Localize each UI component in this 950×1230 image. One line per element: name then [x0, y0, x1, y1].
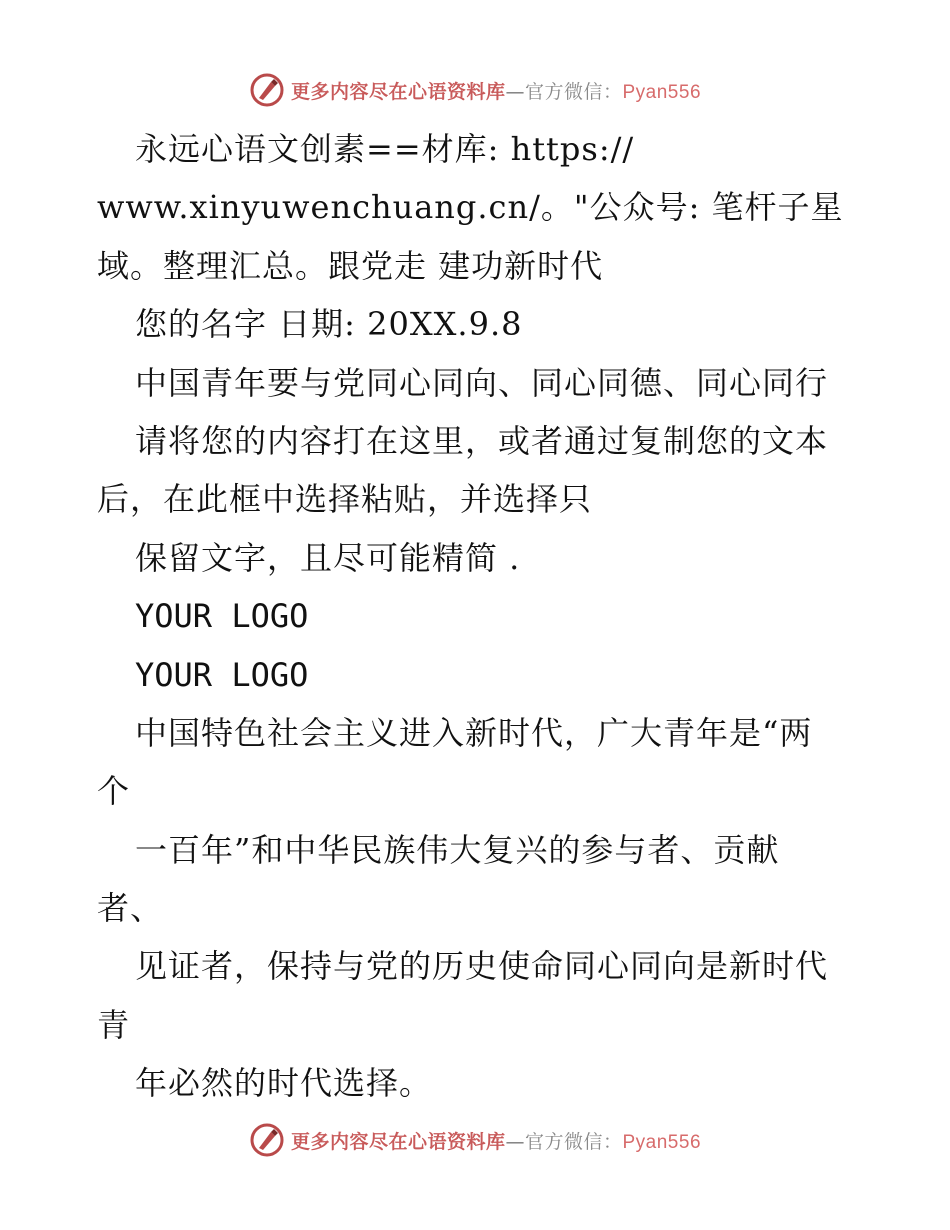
banner-separator: —	[505, 80, 525, 103]
text-line: 保留文字，且尽可能精简 .	[135, 538, 521, 577]
text-line: 年必然的时代选择。	[135, 1064, 433, 1103]
banner-main-text: 更多内容尽在心语资料库	[290, 1130, 506, 1153]
title-line: 中国青年要与党同心同向、同心同德、同心同行	[135, 363, 829, 402]
banner-wechat-id: Pyan556	[622, 81, 702, 103]
text-line: 域。整理汇总。跟党走 建功新时代	[97, 246, 604, 285]
logo-placeholder-text: YOUR LOGO	[135, 655, 309, 694]
pen-logo-icon	[249, 72, 285, 108]
text-line: 永远心语文创素==材库: https://	[135, 130, 635, 168]
text-line: 请将您的内容打在这里，或者通过复制您的文本	[135, 421, 829, 460]
header-banner	[0, 70, 950, 110]
banner-wechat-label: 官方微信：	[524, 1130, 623, 1153]
text-line: www.xinyuwenchuang.cn/。"公众号: 笔杆子星	[97, 188, 844, 227]
text-line: 个	[97, 772, 131, 811]
banner-separator: —	[505, 1130, 525, 1153]
banner-wechat-id: Pyan556	[622, 1131, 702, 1153]
author-date-line: 您的名字 日期: 20XX.9.8	[135, 305, 523, 344]
pen-logo-icon	[249, 1122, 285, 1158]
footer-banner-text	[291, 1127, 701, 1154]
text-line: 青	[97, 1005, 131, 1044]
text-line: 后，在此框中选择粘贴，并选择只	[97, 480, 593, 519]
text-line: 一百年”和中华民族伟大复兴的参与者、贡献	[135, 830, 780, 869]
header-banner-text	[291, 77, 701, 104]
banner-wechat-label: 官方微信：	[524, 80, 623, 103]
footer-banner	[0, 1120, 950, 1160]
text-line: 见证者，保持与党的历史使命同心同向是新时代	[135, 947, 829, 986]
document-body	[97, 120, 857, 1113]
banner-main-text: 更多内容尽在心语资料库	[290, 80, 506, 103]
text-line: 中国特色社会主义进入新时代，广大青年是“两	[135, 713, 813, 752]
text-line: 者、	[97, 889, 164, 928]
logo-placeholder-text: YOUR LOGO	[135, 597, 309, 636]
